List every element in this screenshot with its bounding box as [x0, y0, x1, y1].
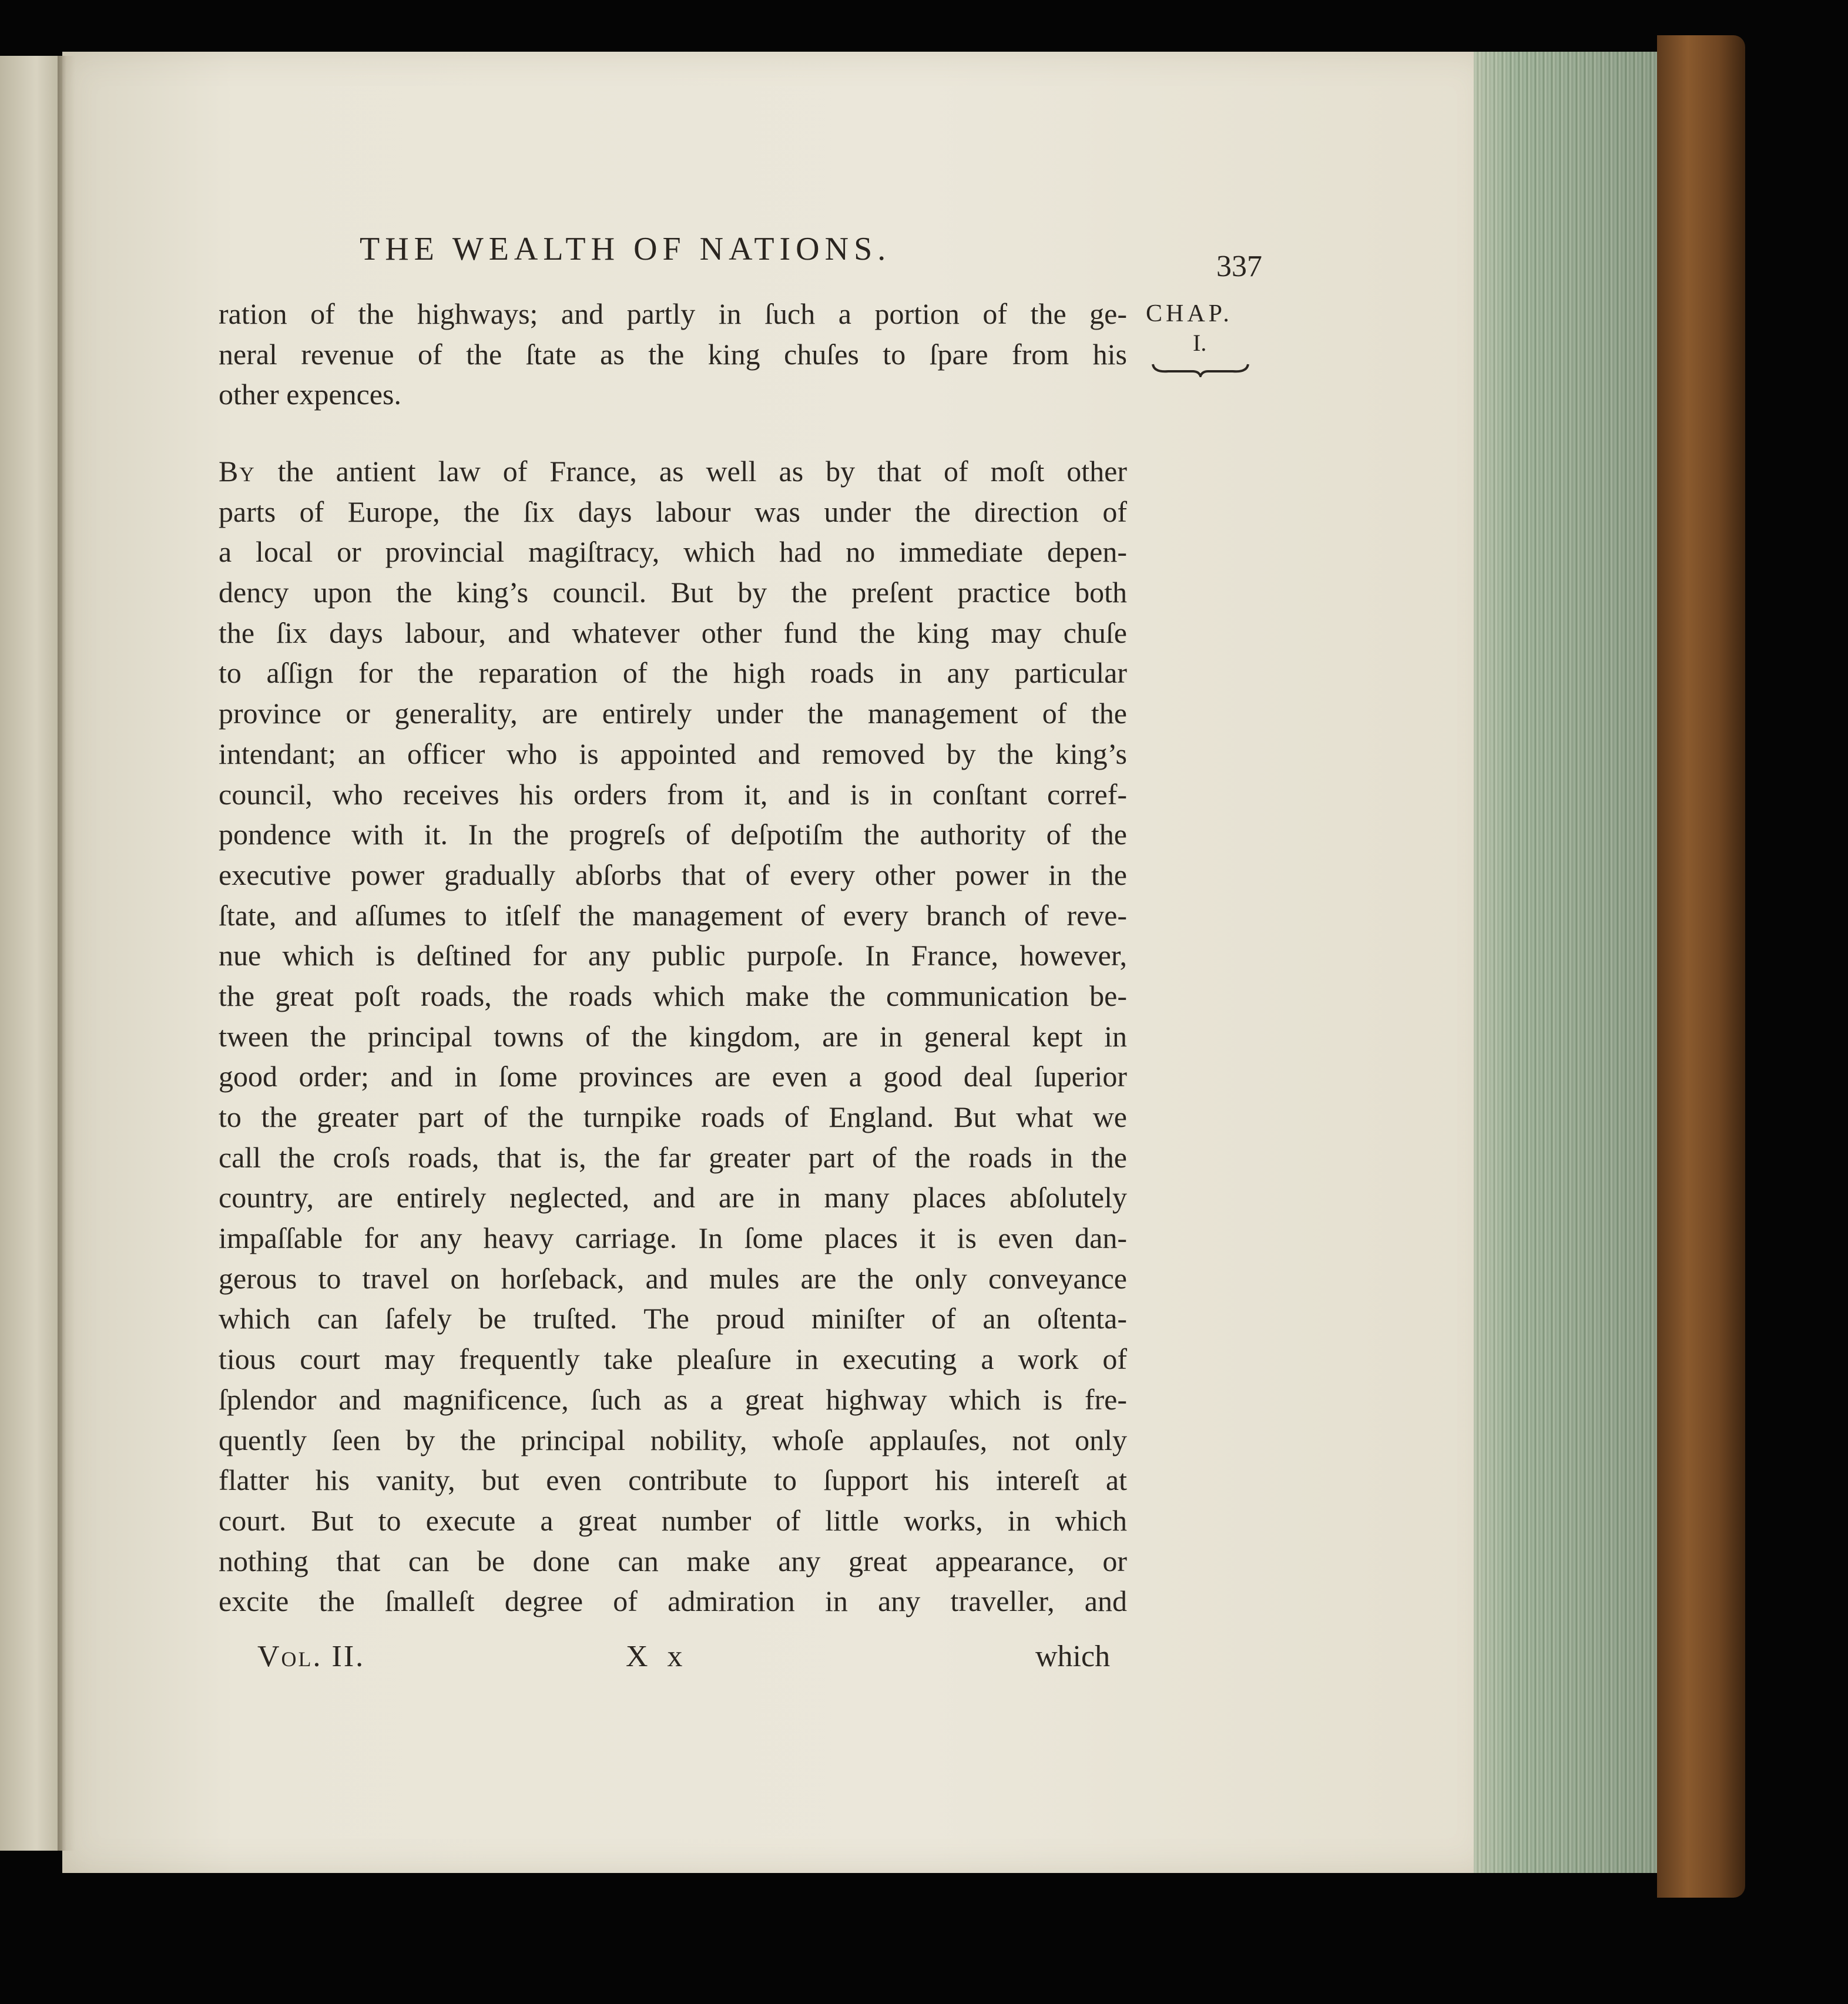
paragraph-1 [219, 294, 1127, 415]
text-line: the ſix days labour, and whatever other fund the king may chuſe [219, 616, 1127, 649]
text-line: to aſſign for the reparation of the high roads in any particular [219, 656, 1127, 690]
text-line: court. But to execute a great number of little works, in which [219, 1503, 1127, 1537]
margin-chapter-number: I. [1193, 330, 1207, 356]
text-line: tious court may frequently take pleaſure in executing a work of [219, 1342, 1127, 1376]
text-line: intendant; an officer who is appointed and removed by the king’s [219, 737, 1127, 770]
text-line: ſtate, and aſſumes to itſelf the management of every branch of reve- [219, 898, 1127, 932]
text-line: quently ſeen by the principal nobility, whoſe applauſes, not only [219, 1423, 1127, 1456]
text-line: flatter his vanity, but even contribute to ſupport his intereſt at [219, 1463, 1127, 1497]
text-line: executive power gradually abſorbs that of every other power in the [219, 858, 1127, 891]
text-line: council, who receives his orders from it, and is in conſtant corref- [219, 777, 1127, 811]
verso-page-edge [0, 56, 66, 1851]
text-line: a local or provincial magiſtracy, which had no immediate depen- [219, 535, 1127, 569]
text-line: province or generality, are entirely under the management of the [219, 697, 1127, 730]
text-line: nothing that can be done can make any great appearance, or [219, 1544, 1127, 1577]
text-line: other expences. [219, 378, 401, 411]
margin-chapter-label: CHAP. [1146, 300, 1233, 327]
leather-cover [1657, 35, 1745, 1898]
signature-mark: X x [626, 1640, 689, 1673]
text-line: nue which is deſtined for any public purpoſe. In France, however, [219, 939, 1127, 972]
text-line: excite the ſmalleſt degree of admiration in any traveller, and [219, 1585, 1127, 1618]
text-line: pondence with it. In the progreſs of deſpotiſm the authority of the [219, 818, 1127, 851]
text-line: ſplendor and magnificence, ſuch as a great highway which is fre- [219, 1382, 1127, 1416]
catchword: which [1035, 1640, 1111, 1673]
text-line: gerous to travel on horſeback, and mules are the only conveyance [219, 1261, 1127, 1295]
text-line-rest: the antient law of France, as well as by that of moſt other [255, 455, 1127, 488]
text-line: good order; and in ſome provinces are even a good deal ſuperior [219, 1060, 1127, 1093]
text-line: impaſſable for any heavy carriage. In ſome places it is even dan- [219, 1221, 1127, 1255]
gutter-shadow [58, 56, 75, 1851]
paragraph-initial-word: By [219, 455, 256, 488]
text-line: call the croſs roads, that is, the far greater part of the roads in the [219, 1140, 1127, 1174]
text-line: dency upon the king’s council. But by the preſent practice both [219, 576, 1127, 609]
text-line: parts of Europe, the ſix days labour was under the direction of [219, 495, 1127, 528]
text-line: which can ſafely be truſted. The proud miniſter of an oſtenta- [219, 1302, 1127, 1335]
running-head: THE WEALTH OF NATIONS. [360, 231, 891, 267]
text-line: ration of the highways; and partly in ſuch a portion of the ge- [219, 297, 1127, 330]
text-line: to the greater part of the turnpike roads of England. But what we [219, 1100, 1127, 1133]
text-line-first [219, 451, 1127, 492]
text-line: country, are entirely neglected, and are in many places abſolutely [219, 1181, 1127, 1214]
text-line: the great poſt roads, the roads which make the communication be- [219, 979, 1127, 1012]
text-line: neral revenue of the ſtate as the king chuſes to ſpare from his [219, 337, 1127, 371]
fore-edge [1474, 52, 1669, 1873]
volume-label: Vol. II. [257, 1640, 365, 1673]
paragraph-2 [219, 451, 1127, 1622]
page-number: 337 [1216, 250, 1262, 283]
text-line: tween the principal towns of the kingdom, are in general kept in [219, 1019, 1127, 1053]
brace-ornament [1151, 360, 1250, 377]
